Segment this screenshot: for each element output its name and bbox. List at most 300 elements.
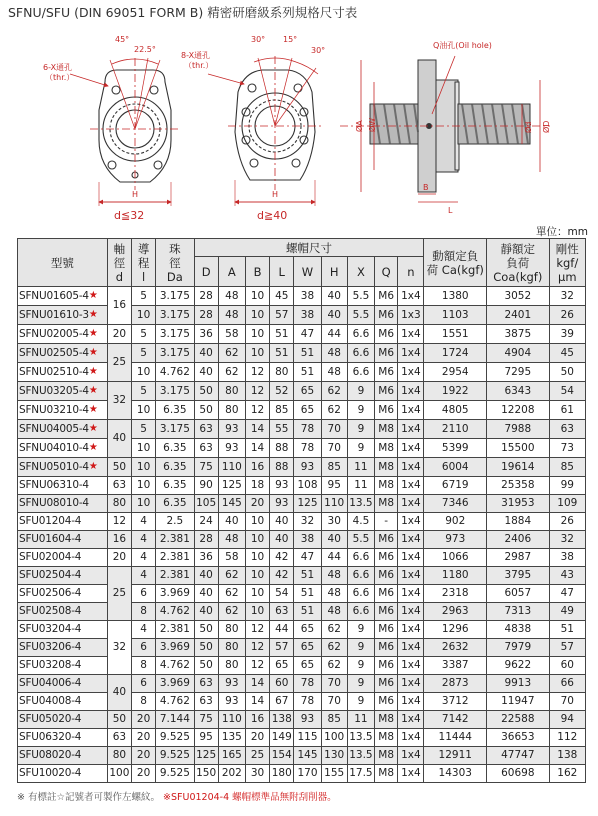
- cell-model: [18, 420, 108, 439]
- cell-L: 88: [270, 439, 294, 458]
- cell-X: 9: [347, 420, 374, 439]
- cell-D: 75: [194, 458, 218, 477]
- cell-da: 3.175: [156, 287, 194, 306]
- cell-X: 9: [347, 621, 374, 639]
- cell-ca: 1724: [424, 344, 487, 363]
- cell-k: 54: [549, 382, 585, 401]
- cell-coa: 15500: [487, 439, 550, 458]
- cell-D: 63: [194, 420, 218, 439]
- col-B: B: [245, 257, 269, 287]
- cell-W: 78: [294, 693, 321, 711]
- cell-k: 60: [549, 657, 585, 675]
- cell-shaft-diameter: 63: [107, 477, 131, 495]
- cell-L: 42: [270, 549, 294, 567]
- model-code: SFNU01610-3: [19, 309, 89, 321]
- dim-label-B: B: [423, 183, 429, 192]
- cell-ca: 2318: [424, 585, 487, 603]
- cell-W: 65: [294, 401, 321, 420]
- cell-A: 93: [218, 675, 245, 693]
- cell-H: 48: [321, 567, 347, 585]
- left-thread-star-icon: ★: [88, 404, 98, 415]
- footnote: [17, 789, 337, 803]
- cell-H: 100: [321, 729, 347, 747]
- cell-model: [18, 439, 108, 458]
- table-row: [18, 711, 586, 729]
- model-code: SFU02504-4: [19, 569, 82, 581]
- cell-X: 9: [347, 675, 374, 693]
- cell-coa: 22588: [487, 711, 550, 729]
- cell-coa: 7295: [487, 363, 550, 382]
- dim-label-L: L: [448, 206, 453, 215]
- cell-l: 4: [131, 621, 155, 639]
- cell-k: 109: [549, 495, 585, 513]
- cell-coa: 9622: [487, 657, 550, 675]
- cell-n: 1x4: [398, 585, 424, 603]
- cell-model: [18, 531, 108, 549]
- cell-coa: 11947: [487, 693, 550, 711]
- cell-L: 52: [270, 382, 294, 401]
- cell-D: 75: [194, 711, 218, 729]
- model-code: SFU03208-4: [19, 659, 82, 671]
- cell-A: 135: [218, 729, 245, 747]
- table-row: [18, 657, 586, 675]
- cell-D: 63: [194, 439, 218, 458]
- cell-n: 1x4: [398, 382, 424, 401]
- cell-shaft-diameter: 32: [107, 382, 131, 420]
- cell-A: 62: [218, 585, 245, 603]
- cell-A: 62: [218, 344, 245, 363]
- col-lead: [131, 239, 155, 287]
- table-row: [18, 747, 586, 765]
- cell-ca: 14303: [424, 765, 487, 783]
- cell-Q: M6: [375, 603, 398, 621]
- cell-da: 6.35: [156, 458, 194, 477]
- cell-l: 10: [131, 306, 155, 325]
- dim-label-H: H: [132, 190, 139, 199]
- cell-W: 38: [294, 287, 321, 306]
- col-nut-group: 螺帽尺寸: [194, 239, 424, 257]
- cell-W: 93: [294, 711, 321, 729]
- cell-da: 3.969: [156, 585, 194, 603]
- cell-n: 1x4: [398, 549, 424, 567]
- angle-label: 30°: [251, 35, 266, 44]
- table-row: [18, 306, 586, 325]
- cell-W: 78: [294, 675, 321, 693]
- table-row: [18, 675, 586, 693]
- cell-k: 32: [549, 531, 585, 549]
- cell-l: 4: [131, 549, 155, 567]
- cell-k: 99: [549, 477, 585, 495]
- header-line: Da: [166, 269, 183, 284]
- cell-B: 10: [245, 531, 269, 549]
- cell-Q: M6: [375, 639, 398, 657]
- table-row: [18, 549, 586, 567]
- cell-B: 10: [245, 549, 269, 567]
- cell-model: [18, 549, 108, 567]
- cell-H: 40: [321, 531, 347, 549]
- cell-D: 50: [194, 639, 218, 657]
- cell-shaft-diameter: 25: [107, 567, 131, 621]
- cell-coa: 47747: [487, 747, 550, 765]
- cell-L: 51: [270, 325, 294, 344]
- cell-model: [18, 495, 108, 513]
- cell-Q: M6: [375, 306, 398, 325]
- cell-W: 65: [294, 657, 321, 675]
- cell-H: 85: [321, 711, 347, 729]
- model-code: SFU05020-4: [19, 713, 82, 725]
- cell-n: 1x4: [398, 711, 424, 729]
- cell-ca: 12911: [424, 747, 487, 765]
- cell-X: 5.5: [347, 287, 374, 306]
- cell-k: 73: [549, 439, 585, 458]
- spec-table-body: [18, 287, 586, 783]
- cell-l: 6: [131, 675, 155, 693]
- cell-H: 48: [321, 344, 347, 363]
- caption-small-diam: d≦32: [114, 209, 145, 222]
- cell-A: 62: [218, 567, 245, 585]
- hole-label: 8-X通孔: [181, 51, 211, 60]
- cell-H: 70: [321, 693, 347, 711]
- hole-label-sub: （thr.）: [184, 61, 214, 70]
- cell-X: 6.6: [347, 603, 374, 621]
- cell-l: 6: [131, 585, 155, 603]
- cell-H: 62: [321, 382, 347, 401]
- cell-l: 8: [131, 657, 155, 675]
- table-row: [18, 458, 586, 477]
- cell-Q: M6: [375, 675, 398, 693]
- cell-da: 2.381: [156, 531, 194, 549]
- model-code: SFU03204-4: [19, 623, 82, 635]
- cell-D: 40: [194, 363, 218, 382]
- cell-Q: M6: [375, 382, 398, 401]
- cell-B: 10: [245, 325, 269, 344]
- cell-B: 12: [245, 382, 269, 401]
- cell-coa: 60698: [487, 765, 550, 783]
- cell-k: 162: [549, 765, 585, 783]
- cell-n: 1x4: [398, 325, 424, 344]
- cell-A: 145: [218, 495, 245, 513]
- cell-da: 6.35: [156, 401, 194, 420]
- cell-H: 48: [321, 603, 347, 621]
- cell-n: 1x4: [398, 477, 424, 495]
- cell-W: 51: [294, 363, 321, 382]
- cell-ca: 6004: [424, 458, 487, 477]
- cell-coa: 4904: [487, 344, 550, 363]
- model-code: SFU06320-4: [19, 731, 82, 743]
- cell-L: 93: [270, 495, 294, 513]
- col-rigidity: [549, 239, 585, 287]
- cell-D: 150: [194, 765, 218, 783]
- cell-L: 80: [270, 363, 294, 382]
- cell-da: 4.762: [156, 693, 194, 711]
- model-code: SFNU01605-4: [19, 290, 89, 302]
- cell-model: [18, 765, 108, 783]
- cell-B: 14: [245, 420, 269, 439]
- model-code: SFU02508-4: [19, 605, 82, 617]
- cell-A: 80: [218, 657, 245, 675]
- cell-D: 40: [194, 344, 218, 363]
- cell-model: [18, 325, 108, 344]
- cell-D: 24: [194, 513, 218, 531]
- model-code: SFNU08010-4: [19, 497, 89, 509]
- nut-drawings: [0, 22, 598, 222]
- cell-l: 5: [131, 287, 155, 306]
- cell-shaft-diameter: 20: [107, 549, 131, 567]
- cell-L: 51: [270, 344, 294, 363]
- cell-model: [18, 621, 108, 639]
- col-D: D: [194, 257, 218, 287]
- cell-W: 115: [294, 729, 321, 747]
- header-line: l: [141, 269, 146, 284]
- model-code: SFU03206-4: [19, 641, 82, 653]
- cell-n: 1x4: [398, 513, 424, 531]
- col-X: X: [347, 257, 374, 287]
- cell-L: 88: [270, 458, 294, 477]
- cell-H: 62: [321, 621, 347, 639]
- cell-shaft-diameter: 80: [107, 495, 131, 513]
- cell-k: 112: [549, 729, 585, 747]
- dim-label-W: ØW: [368, 117, 377, 132]
- footnote-scraper: ※SFU01204-4 螺帽標準品無附刮削器。: [163, 792, 337, 803]
- angle-label: 22.5°: [134, 45, 156, 54]
- model-code: SFNU04005-4: [19, 423, 89, 435]
- cell-k: 45: [549, 344, 585, 363]
- cell-l: 20: [131, 711, 155, 729]
- cell-n: 1x4: [398, 621, 424, 639]
- cell-A: 48: [218, 306, 245, 325]
- cell-k: 57: [549, 639, 585, 657]
- cell-A: 80: [218, 639, 245, 657]
- cell-ca: 973: [424, 531, 487, 549]
- cell-Q: M6: [375, 344, 398, 363]
- cell-H: 62: [321, 401, 347, 420]
- cell-model: [18, 711, 108, 729]
- cell-Q: M6: [375, 325, 398, 344]
- cell-L: 40: [270, 531, 294, 549]
- cell-H: 44: [321, 549, 347, 567]
- cell-model: [18, 693, 108, 711]
- cell-L: 45: [270, 287, 294, 306]
- cell-H: 85: [321, 458, 347, 477]
- cell-Q: M8: [375, 420, 398, 439]
- cell-coa: 2406: [487, 531, 550, 549]
- cell-k: 50: [549, 363, 585, 382]
- cell-shaft-diameter: 80: [107, 747, 131, 765]
- cell-H: 48: [321, 363, 347, 382]
- angle-label: 15°: [283, 35, 298, 44]
- cell-D: 95: [194, 729, 218, 747]
- cell-l: 4: [131, 513, 155, 531]
- cell-W: 32: [294, 513, 321, 531]
- col-static-load: [487, 239, 550, 287]
- cell-A: 80: [218, 621, 245, 639]
- cell-W: 125: [294, 495, 321, 513]
- table-row: [18, 693, 586, 711]
- cell-Q: M8: [375, 729, 398, 747]
- cell-model: [18, 287, 108, 306]
- spec-table: [17, 238, 586, 783]
- table-row: [18, 287, 586, 306]
- left-thread-star-icon: ★: [88, 385, 98, 396]
- table-row: [18, 639, 586, 657]
- angle-label: 45°: [115, 35, 130, 44]
- cell-n: 1x4: [398, 693, 424, 711]
- cell-coa: 2987: [487, 549, 550, 567]
- hole-label-sub: （thr.）: [45, 73, 75, 82]
- cell-H: 30: [321, 513, 347, 531]
- cell-L: 40: [270, 513, 294, 531]
- cell-B: 16: [245, 458, 269, 477]
- cell-X: 6.6: [347, 344, 374, 363]
- cell-k: 47: [549, 585, 585, 603]
- cell-D: 36: [194, 549, 218, 567]
- model-code: SFNU05010-4: [19, 461, 89, 473]
- cell-H: 70: [321, 675, 347, 693]
- cell-D: 50: [194, 382, 218, 401]
- cell-da: 4.762: [156, 363, 194, 382]
- cell-L: 60: [270, 675, 294, 693]
- cell-W: 65: [294, 382, 321, 401]
- page-title: SFNU/SFU (DIN 69051 FORM B) 精密研磨級系列規格尺寸表: [8, 5, 358, 20]
- col-A: A: [218, 257, 245, 287]
- cell-X: 9: [347, 657, 374, 675]
- cell-X: 6.6: [347, 363, 374, 382]
- cell-B: 30: [245, 765, 269, 783]
- cell-coa: 31953: [487, 495, 550, 513]
- cell-X: 9: [347, 401, 374, 420]
- cell-H: 44: [321, 325, 347, 344]
- cell-model: [18, 382, 108, 401]
- cell-ca: 1066: [424, 549, 487, 567]
- cell-ca: 11444: [424, 729, 487, 747]
- left-thread-star-icon: ★: [88, 328, 98, 339]
- left-thread-star-icon: ★: [88, 442, 98, 453]
- cell-n: 1x3: [398, 306, 424, 325]
- cell-coa: 3052: [487, 287, 550, 306]
- left-thread-star-icon: ★: [88, 309, 98, 320]
- header-line: 程: [137, 255, 150, 270]
- header-line: 動額定負: [432, 248, 479, 263]
- model-code: SFU08020-4: [19, 749, 82, 761]
- cell-X: 6.6: [347, 549, 374, 567]
- table-row: [18, 439, 586, 458]
- cell-L: 149: [270, 729, 294, 747]
- cell-shaft-diameter: 32: [107, 621, 131, 675]
- model-code: SFU04008-4: [19, 695, 82, 707]
- cell-Q: M6: [375, 657, 398, 675]
- cell-l: 10: [131, 363, 155, 382]
- cell-W: 108: [294, 477, 321, 495]
- cell-da: 2.381: [156, 567, 194, 585]
- cell-da: 3.175: [156, 325, 194, 344]
- cell-W: 51: [294, 567, 321, 585]
- cell-W: 65: [294, 639, 321, 657]
- cell-model: [18, 458, 108, 477]
- cell-l: 20: [131, 729, 155, 747]
- cell-Q: M6: [375, 549, 398, 567]
- cell-H: 70: [321, 420, 347, 439]
- cell-A: 110: [218, 458, 245, 477]
- cell-B: 10: [245, 344, 269, 363]
- cell-ca: 902: [424, 513, 487, 531]
- cell-ca: 1180: [424, 567, 487, 585]
- cell-k: 66: [549, 675, 585, 693]
- cell-l: 10: [131, 439, 155, 458]
- left-thread-star-icon: ★: [88, 366, 98, 377]
- caption-large-diam: d≧40: [257, 209, 288, 222]
- cell-shaft-diameter: 40: [107, 420, 131, 458]
- cell-coa: 25358: [487, 477, 550, 495]
- header-line: d: [115, 269, 124, 284]
- cell-coa: 9913: [487, 675, 550, 693]
- model-code: SFNU06310-4: [19, 479, 89, 491]
- left-thread-star-icon: ★: [88, 347, 98, 358]
- cell-n: 1x4: [398, 344, 424, 363]
- cell-model: [18, 747, 108, 765]
- cell-l: 20: [131, 765, 155, 783]
- cell-W: 78: [294, 420, 321, 439]
- cell-ca: 1551: [424, 325, 487, 344]
- cell-Q: M8: [375, 458, 398, 477]
- cell-X: 6.6: [347, 567, 374, 585]
- cell-D: 28: [194, 531, 218, 549]
- cell-coa: 2401: [487, 306, 550, 325]
- cell-da: 3.175: [156, 420, 194, 439]
- cell-coa: 6057: [487, 585, 550, 603]
- cell-da: 4.762: [156, 603, 194, 621]
- dim-label-A: ØA: [355, 120, 364, 132]
- cell-da: 3.969: [156, 639, 194, 657]
- flange-drawing-6-hole: [70, 58, 180, 206]
- left-thread-star-icon: ★: [88, 290, 98, 301]
- cell-l: 10: [131, 401, 155, 420]
- header-line: 負荷: [506, 255, 530, 270]
- col-H: H: [321, 257, 347, 287]
- cell-L: 138: [270, 711, 294, 729]
- cell-l: 5: [131, 382, 155, 401]
- cell-X: 4.5: [347, 513, 374, 531]
- cell-W: 93: [294, 458, 321, 477]
- table-row: [18, 531, 586, 549]
- table-row: [18, 363, 586, 382]
- table-row: [18, 401, 586, 420]
- cell-X: 13.5: [347, 495, 374, 513]
- cell-W: 38: [294, 306, 321, 325]
- cell-k: 38: [549, 549, 585, 567]
- cell-ca: 2954: [424, 363, 487, 382]
- cell-A: 125: [218, 477, 245, 495]
- left-thread-star-icon: ★: [88, 461, 98, 472]
- col-n: n: [398, 257, 424, 287]
- cell-A: 58: [218, 549, 245, 567]
- table-row: [18, 585, 586, 603]
- cell-A: 58: [218, 325, 245, 344]
- cell-X: 5.5: [347, 531, 374, 549]
- cell-l: 5: [131, 344, 155, 363]
- cell-D: 50: [194, 621, 218, 639]
- cell-Q: M8: [375, 711, 398, 729]
- cell-D: 28: [194, 306, 218, 325]
- cell-B: 10: [245, 585, 269, 603]
- cell-n: 1x4: [398, 287, 424, 306]
- cell-model: [18, 344, 108, 363]
- cell-X: 13.5: [347, 729, 374, 747]
- cell-k: 94: [549, 711, 585, 729]
- cell-da: 3.175: [156, 382, 194, 401]
- cell-A: 80: [218, 382, 245, 401]
- cell-Q: M6: [375, 693, 398, 711]
- cell-D: 50: [194, 657, 218, 675]
